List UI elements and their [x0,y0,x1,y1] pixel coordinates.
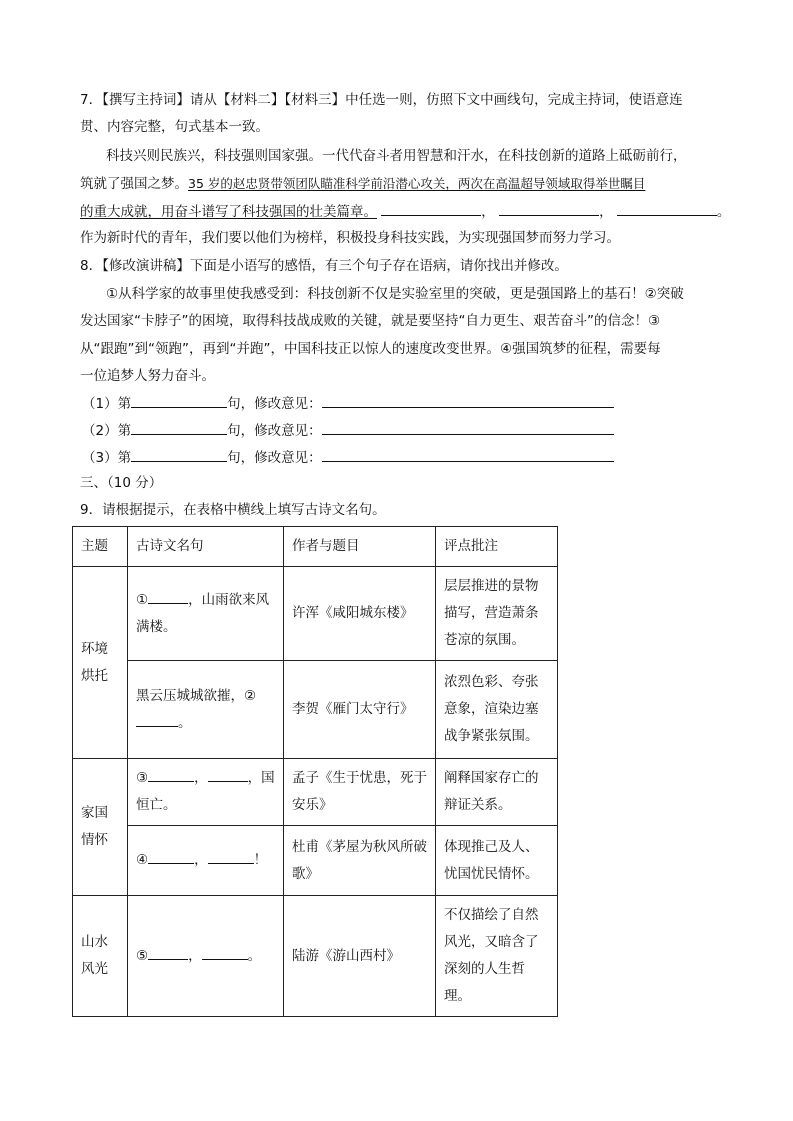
poem-number: ④ [136,852,149,868]
poem-blank-3b[interactable] [208,767,248,782]
header-theme: 主题 [73,527,128,567]
note-cell: 浓烈色彩、夸张意象，渲染边塞战争紧张氛围。 [436,661,558,759]
q8-passage-line1: ①从科学家的故事里使我感受到：科技创新不仅是实验室里的突破，更是强国路上的基石！②突破 [106,286,684,302]
poem-line-cell [128,896,284,1017]
q7-instruction-line1: 7．【撰写主持词】请从【材料二】【材料三】中任选一则，仿照下文中画线句，完成主持词，使语意连 [80,92,683,108]
q8-instruction: 8．【修改演讲稿】下面是小语写的感悟，有三个句子存在语病，请你找出并修改。 [80,258,568,274]
q8-answer-label: 句，修改意见： [227,423,322,439]
author-cell: 陆游《游山西村》 [284,896,436,1017]
note-cell: 层层推进的景物描写，营造萧条苍凉的氛围。 [436,567,558,661]
q8-revision-blank[interactable] [322,393,614,408]
poem-text: 。 [178,714,192,731]
poem-line-cell [128,759,284,826]
q7-passage-line2 [80,174,720,194]
poem-separator: ， [194,770,208,786]
q7-answer-blank-3[interactable] [617,201,717,216]
note-cell: 阐释国家存亡的辩证关系。 [436,759,558,826]
q7-end-mark: 。 [716,204,731,220]
theme-cell: 家国情怀 [73,759,128,896]
poem-line-cell [128,661,284,759]
q7-answer-blank-2[interactable] [499,201,599,216]
poem-separator: ， [188,947,202,964]
poem-blank-5a[interactable] [148,945,188,960]
poem-blank-5b[interactable] [202,945,248,960]
poem-blank-1[interactable] [148,589,188,604]
poem-separator: ， [194,852,208,868]
poem-line-cell [128,567,284,661]
q8-answer-label: 句，修改意见： [227,396,322,412]
q8-answer-row-3 [82,447,722,468]
poem-text: ，国恒亡。 [136,770,275,813]
q8-answer-prefix: （3）第 [82,450,132,466]
q9-instruction: 9．请根据提示，在表格中横线上填写古诗文名句。 [80,502,386,518]
author-cell: 许浑《咸阳城东楼》 [284,567,436,661]
table-row [73,826,558,896]
poem-number: ③ [136,770,149,786]
poem-text: ，山雨欲来风满楼。 [136,591,270,635]
q8-answer-prefix: （2）第 [82,423,132,439]
q7-passage-line3 [80,201,731,222]
poem-text: 。 [247,947,262,964]
table-row [73,567,558,661]
header-commentary: 评点批注 [436,527,558,567]
poem-line-cell [128,826,284,896]
q7-passage-line4: 作为新时代的青年，我们要以他们为榜样，积极投身科技实践，为实现强国梦而努力学习。 [80,230,620,246]
note-cell: 体现推己及人、忧国忧民情怀。 [436,826,558,896]
poem-blank-4b[interactable] [208,849,254,864]
q7-instruction-line2: 贯、内容完整，句式基本一致。 [80,119,269,135]
q7-passage-line1: 科技兴则民族兴，科技强则国家强。一代代奋斗者用智慧和汗水，在科技创新的道路上砥砺前行， [106,148,687,164]
poem-blank-4a[interactable] [148,849,194,864]
author-cell: 李贺《雁门太守行》 [284,661,436,759]
note-cell: 不仅描绘了自然风光，又暗含了深刻的人生哲理。 [436,896,558,1017]
table-header-row [73,527,558,567]
q7-underlined-sentence-b: 的重大成就，用奋斗谱写了科技强国的壮美篇章。 [80,204,377,220]
table-row [73,896,558,1017]
q8-sentence-number-blank[interactable] [131,393,227,408]
author-cell: 杜甫《茅屋为秋风所破歌》 [284,826,436,896]
poem-text: 黑云压城城欲摧，② [136,687,257,704]
header-author-title: 作者与题目 [284,527,436,567]
q8-sentence-number-blank[interactable] [131,420,227,435]
q7-answer-blank-1[interactable] [381,201,481,216]
table-row [73,759,558,826]
author-cell: 孟子《生于忧患，死于安乐》 [284,759,436,826]
table-row [73,661,558,759]
q7-separator: ， [481,204,495,220]
poem-text: ！ [253,852,268,868]
q8-revision-blank[interactable] [322,420,614,435]
poetry-table [72,526,558,1017]
q7-separator: ， [599,204,613,220]
poem-blank-3a[interactable] [148,767,194,782]
poem-blank-2[interactable] [136,712,178,727]
theme-cell: 环境烘托 [73,567,128,759]
q8-answer-row-1 [82,393,722,414]
q8-revision-blank[interactable] [322,447,614,462]
q7-underlined-sentence-a: 35 岁的赵忠贤带领团队瞄准科学前沿潜心攻关，两次在高温超导领域取得举世瞩目 [188,176,646,191]
section-3-heading: 三、（10 分） [80,475,163,491]
q8-passage-line4: 一位追梦人努力奋斗。 [80,368,215,384]
q8-answer-label: 句，修改意见： [227,450,322,466]
q8-sentence-number-blank[interactable] [131,447,227,462]
q8-answer-prefix: （1）第 [82,396,132,412]
poem-number: ⑤ [136,947,149,964]
theme-cell: 山水风光 [73,896,128,1017]
q7-passage-text: 筑就了强国之梦。 [80,176,188,192]
q8-answer-row-2 [82,420,722,441]
header-poem-line: 古诗文名句 [128,527,284,567]
q8-passage-line2: 发达国家“卡脖子”的困境，取得科技战成败的关键，就是要坚持“自力更生、艰苦奋斗”的信念！③ [80,313,661,329]
q8-passage-line3: 从“跟跑”到“领跑”，再到“并跑”，中国科技正以惊人的速度改变世界。④强国筑梦的征程，需要每 [80,341,661,357]
poem-number: ① [136,591,149,608]
